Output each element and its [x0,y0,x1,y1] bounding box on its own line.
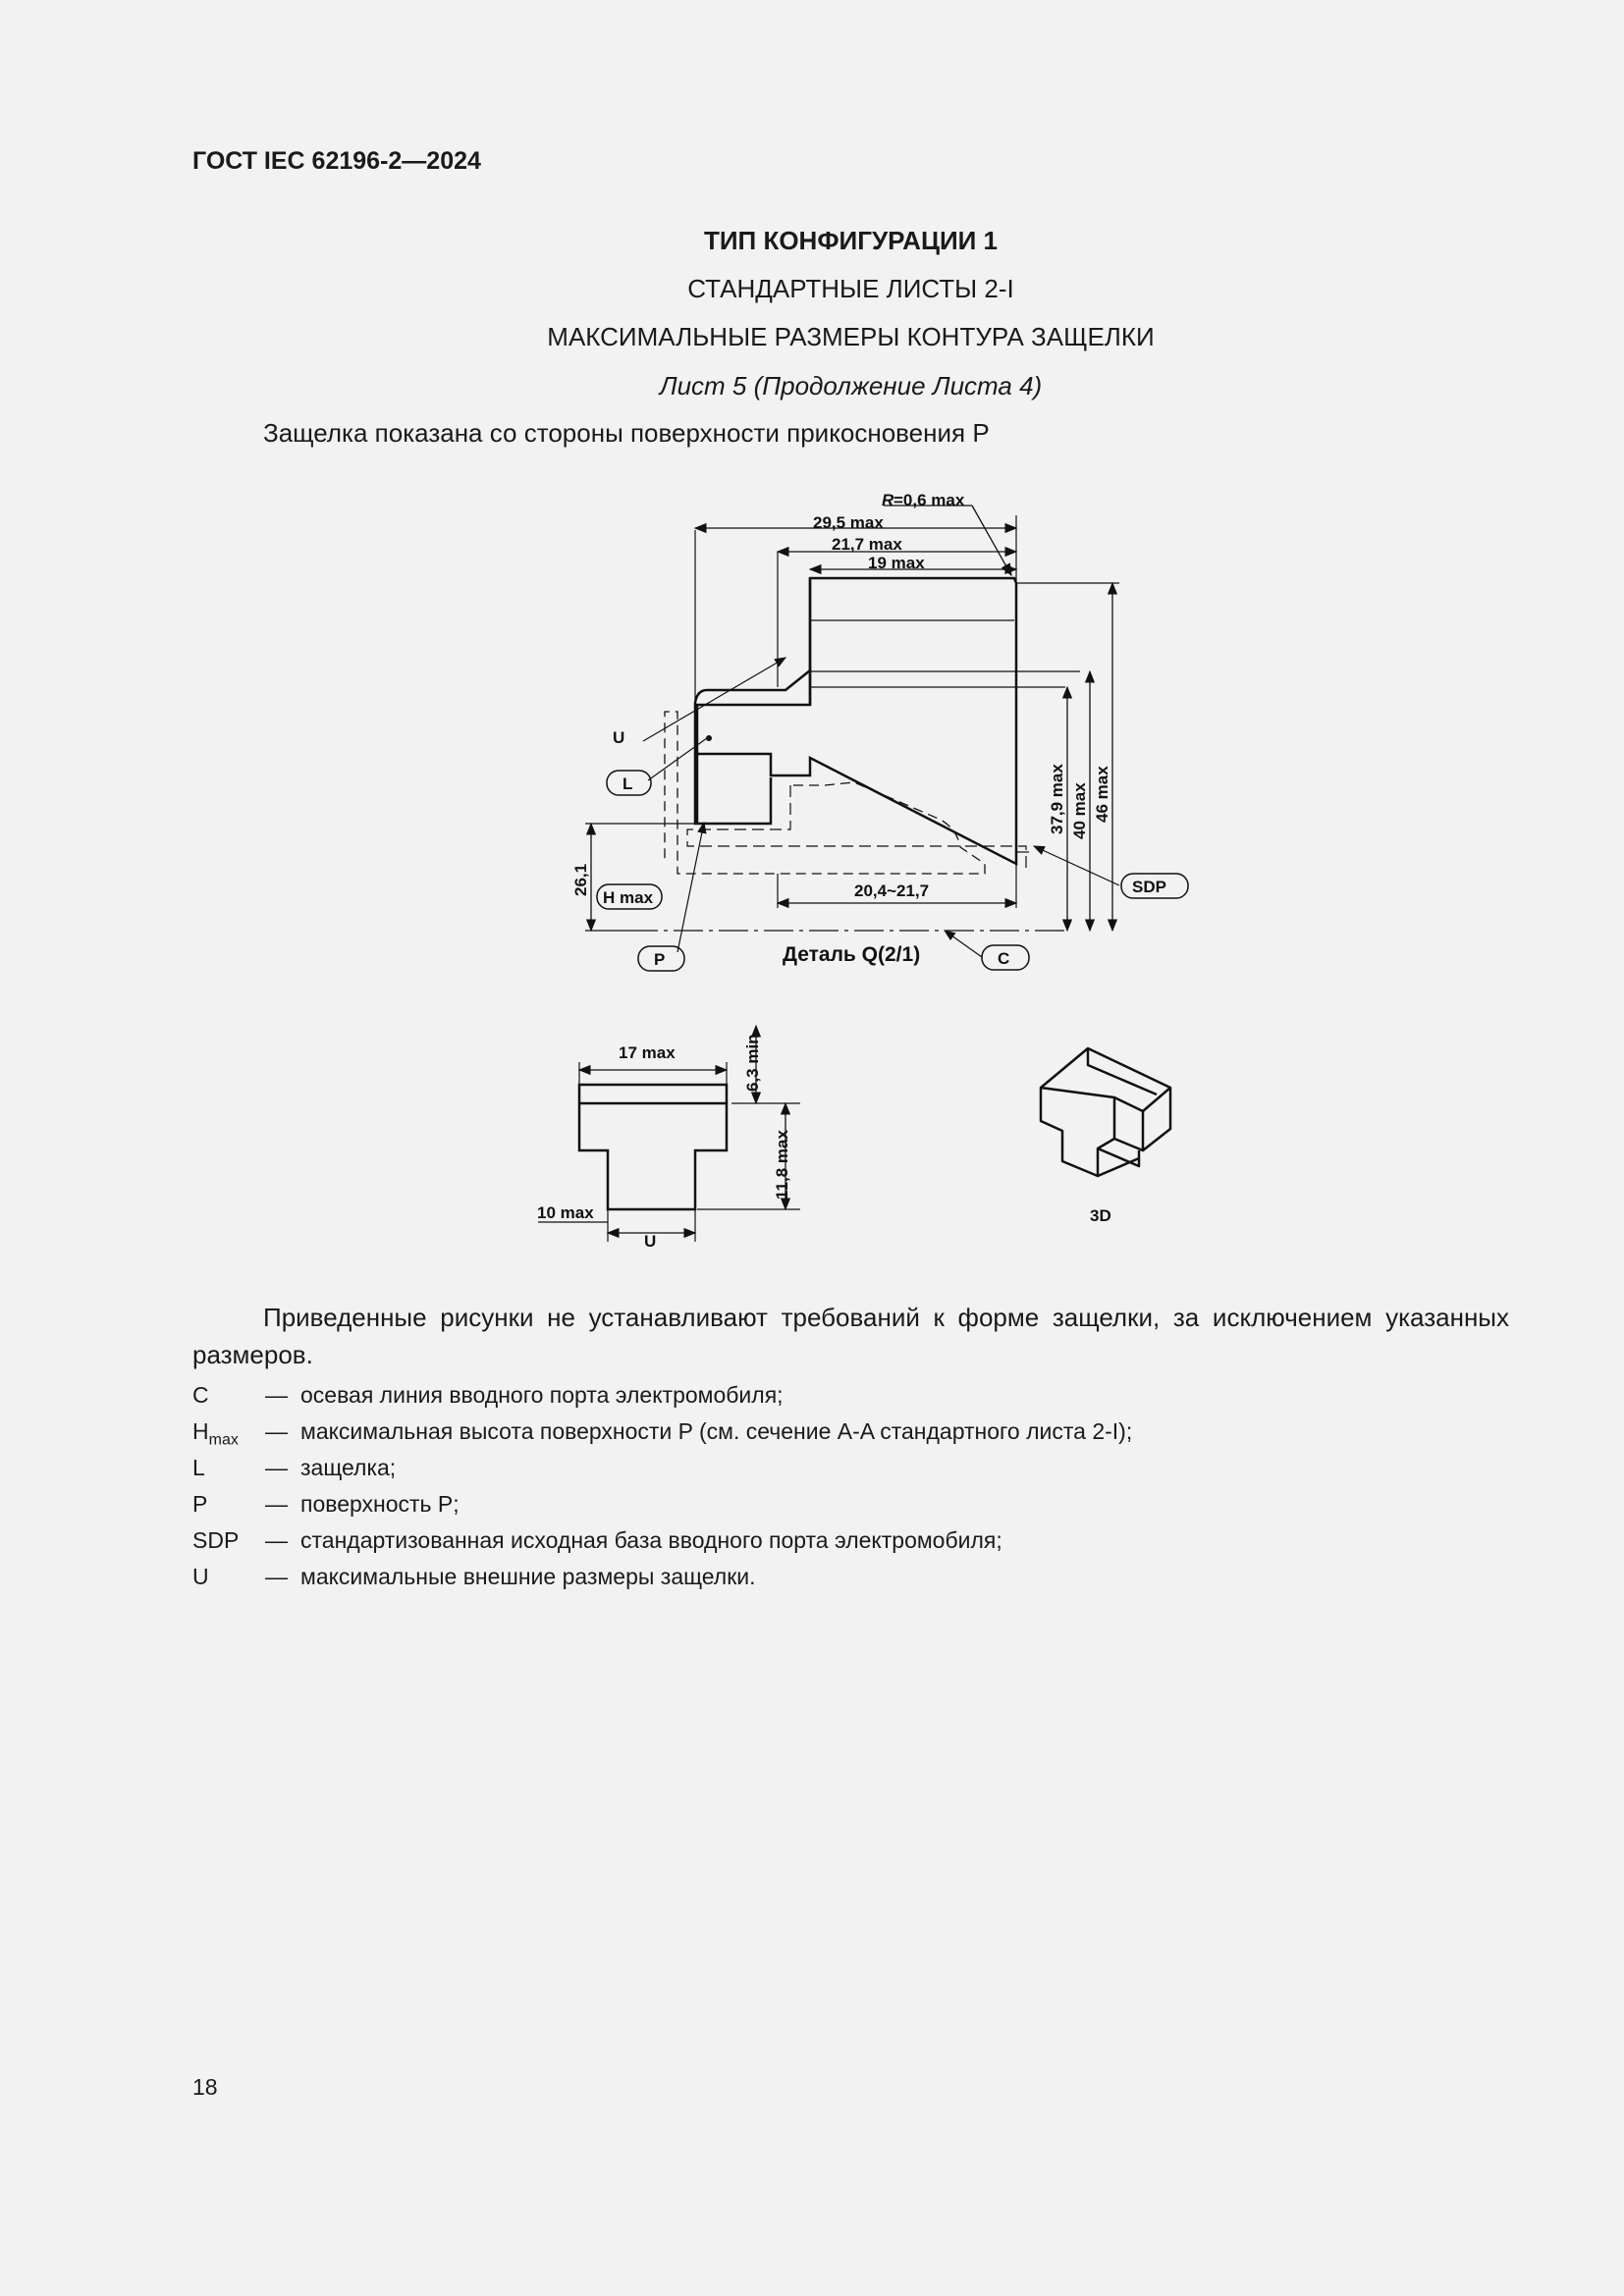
phantom-outline [665,712,985,874]
sheet-subject: МАКСИМАЛЬНЫЕ РАЗМЕРЫ КОНТУРА ЗАЩЕЛКИ [547,322,1155,351]
sheet-title: СТАНДАРТНЫЕ ЛИСТЫ 2-I [687,274,1014,303]
legend-description: осевая линия вводного порта электромобиля; [300,1382,784,1408]
page-number: 18 [192,2074,218,2100]
legend-description: защелка; [300,1455,397,1480]
legend-symbol: SDP [192,1527,240,1553]
legend-description: стандартизованная исходная база вводного порта электромобиля; [300,1527,1002,1553]
leader-u [643,658,785,741]
legend-dash: — [265,1564,288,1589]
note-paragraph: Приведенные рисунки не устанавливают требований к форме защелки, за исключением указанных размеров. [192,1303,1509,1369]
dim-11-8: 11,8 max [773,1130,791,1200]
label-u: U [613,728,625,747]
detail-caption: Деталь Q(2/1) [783,943,921,966]
label-hmax: H max [603,888,654,907]
legend-dash: — [265,1491,288,1517]
legend-symbol: C [192,1382,209,1408]
dim-19: 19 max [868,554,925,572]
label-l: L [623,774,633,793]
dim-21-7: 21,7 max [832,535,902,554]
legend-symbol: L [192,1455,205,1480]
dim-6-3: 6,3 min [743,1034,762,1092]
document-code: ГОСТ IEC 62196-2—2024 [192,147,481,175]
dim-20-4: 20,4~21,7 [854,881,930,900]
dim-r: =0,6 max [893,491,965,509]
legend-dash: — [265,1382,288,1408]
intro-text: Защелка показана со стороны поверхности прикосновения P [263,418,990,448]
legend-description: поверхность P; [300,1491,460,1517]
label-c: C [998,949,1010,968]
latch-3d-view [1041,1048,1170,1176]
dim-37-9: 37,9 max [1048,764,1066,834]
latch-stem [695,670,810,824]
dim-10: 10 max [537,1203,594,1222]
legend-symbol: $H_{max}$ [192,1418,239,1449]
label-p: P [654,950,666,969]
label-u-bottom: U [644,1232,657,1251]
dim-46: 46 max [1093,766,1111,823]
sheet-number: Лист 5 (Продолжение Листа 4) [659,371,1043,400]
section-title: ТИП КОНФИГУРАЦИИ 1 [703,226,999,255]
dim-17: 17 max [619,1043,676,1062]
latch-upper-body [697,578,1016,864]
legend-description: максимальная высота поверхности P (см. сечение A-A стандартного листа 2-I); [300,1418,1133,1444]
dim-r-symbol: R [882,491,894,509]
dim-40: 40 max [1070,782,1089,839]
dim-29-5: 29,5 max [813,513,884,532]
label-sdp: SDP [1132,878,1166,896]
legend-symbol: U [192,1564,209,1589]
legend-description: максимальные внешние размеры защелки. [300,1564,756,1589]
legend-symbol: P [192,1491,208,1517]
legend-dash: — [265,1527,288,1553]
legend-dash: — [265,1418,288,1444]
legend-dash: — [265,1455,288,1480]
label-3d: 3D [1090,1206,1111,1225]
dim-26-1: 26,1 [571,863,590,896]
